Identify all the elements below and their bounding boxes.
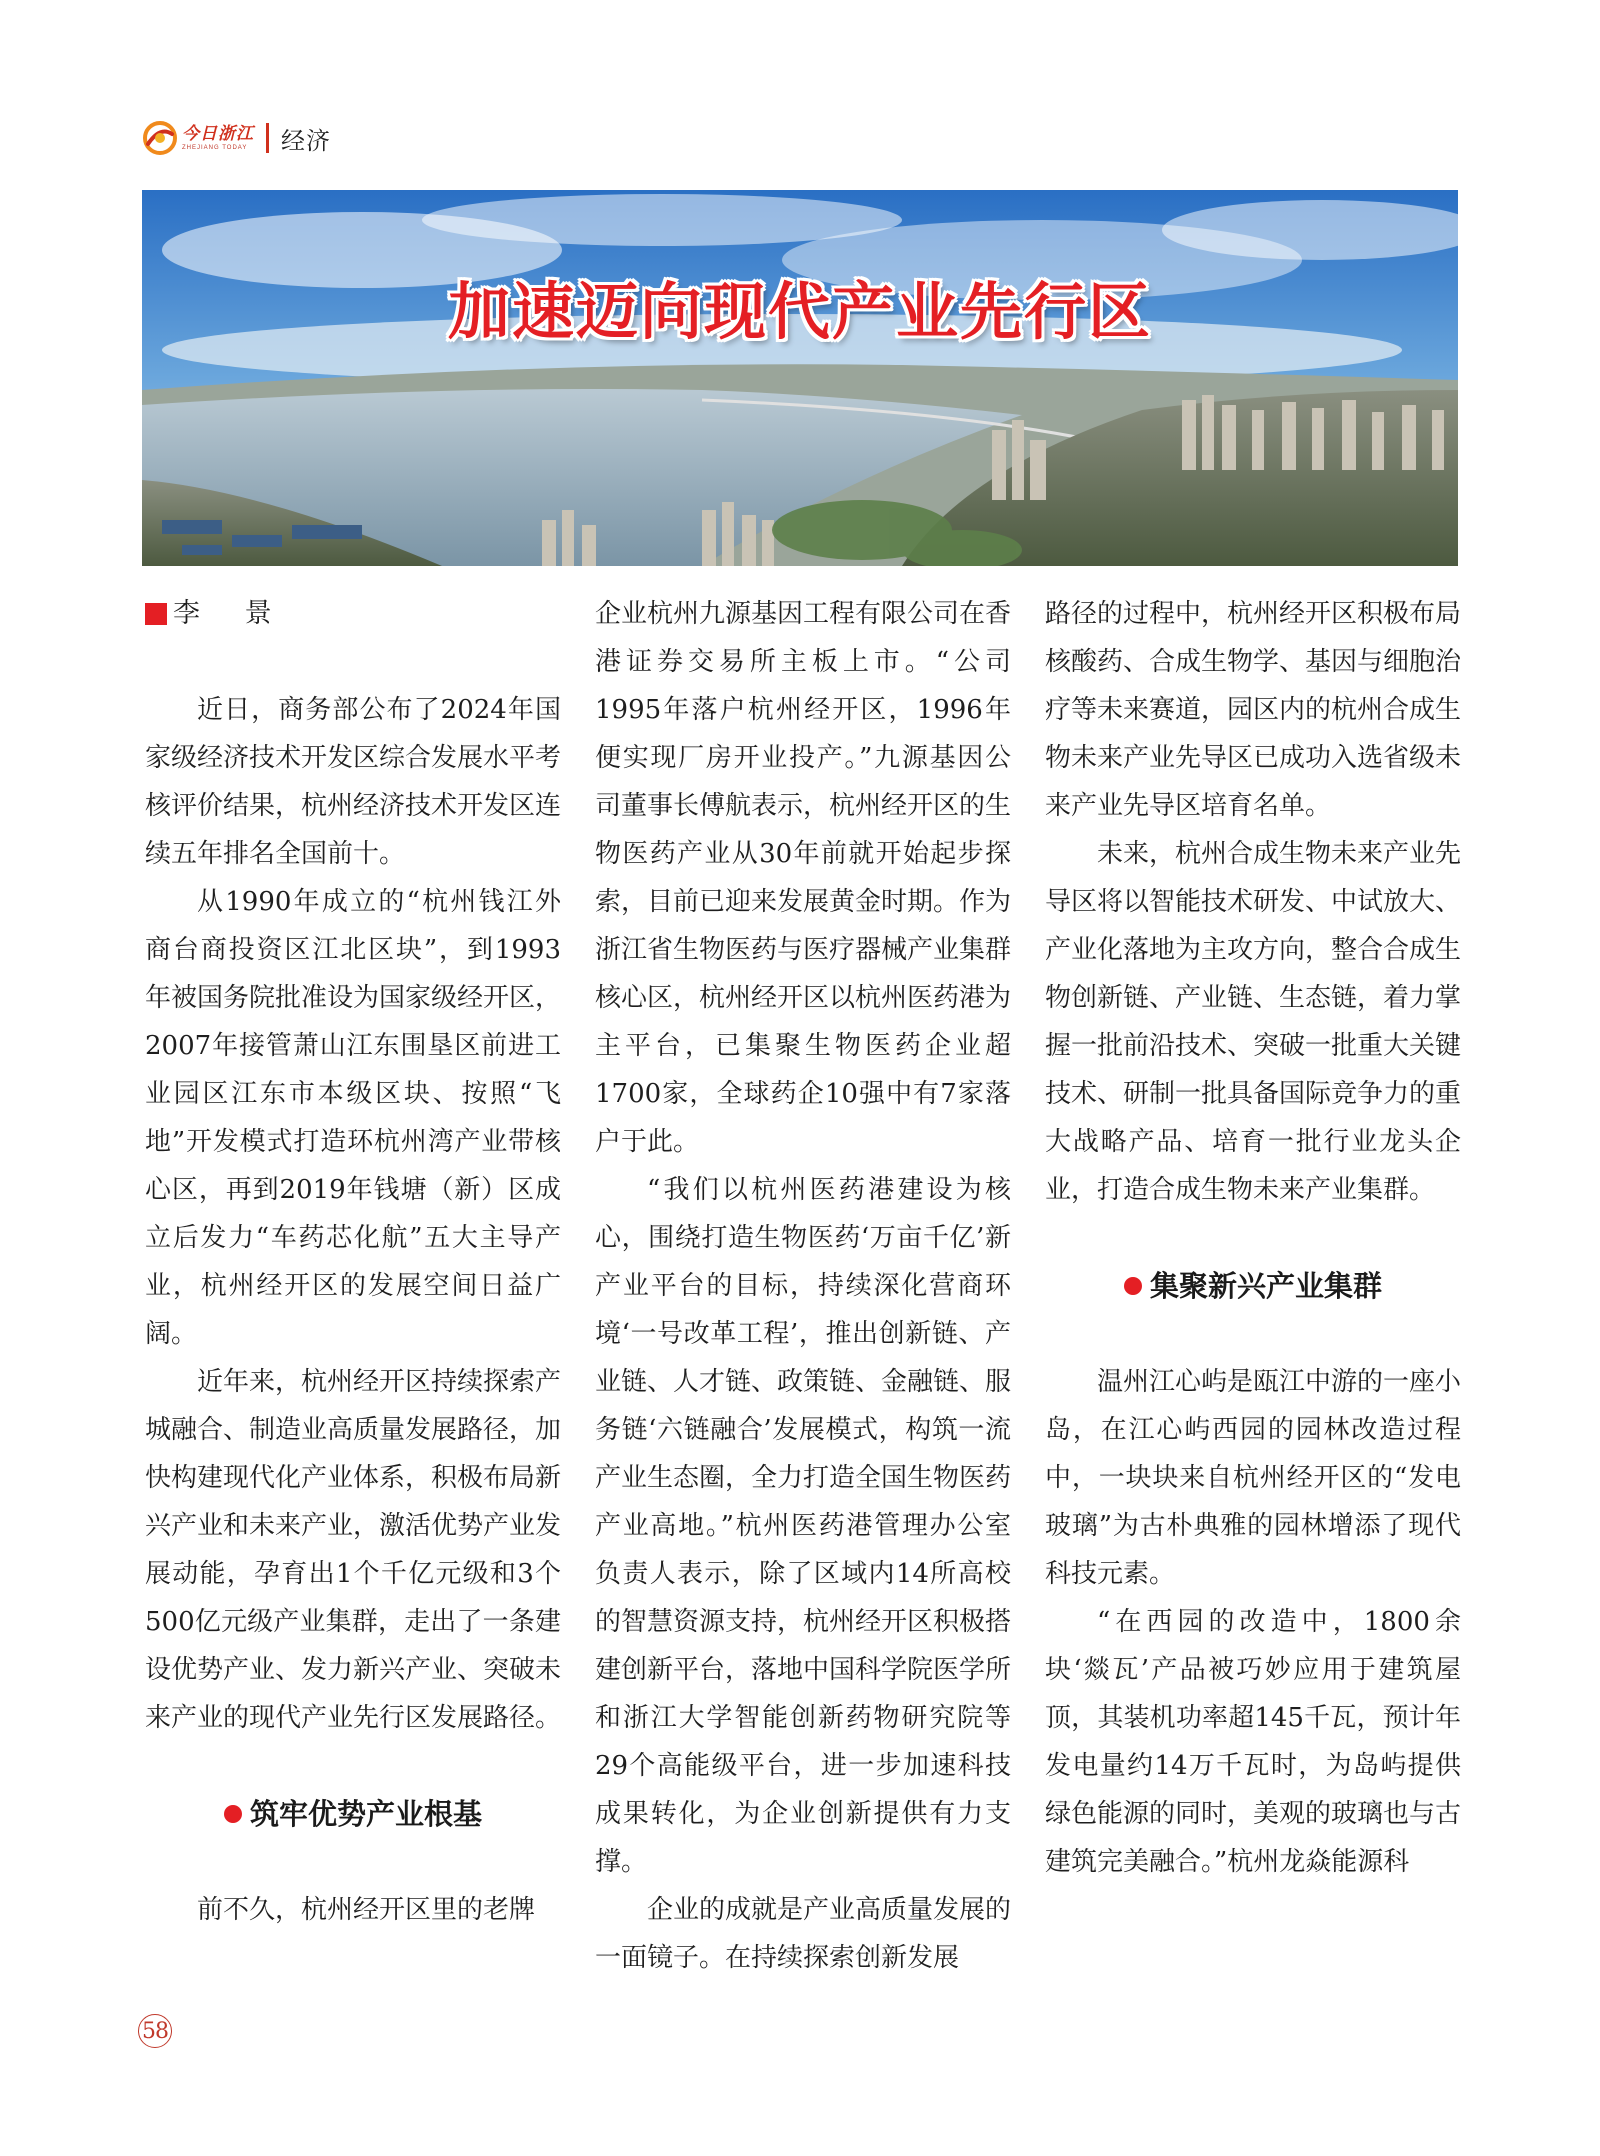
paragraph: 近年来，杭州经开区持续探索产城融合、制造业高质量发展路径，加快构建现代化产业体系，积极布局新兴产业和未来产业，激活优势产业发展动能，孕育出1个千亿元级和3个500亿元级产业集群，走出了一条建设优势产业、发力新兴产业、突破未来产业的现代产业先行区发展路径。	[145, 1367, 562, 1733]
text-column-2	[595, 590, 1011, 1982]
paragraph: 未来，杭州合成生物未来产业先导区将以智能技术研发、中试放大、产业化落地为主攻方向，整合合成生物创新链、产业链、生态链，着力掌握一批前沿技术、突破一批重大关键技术、研制一批具备国际竞争力的重大战略产品、培育一批行业龙头企业，打造合成生物未来产业集群。	[1045, 839, 1462, 1205]
logo-english-text: ZHEJIANG TODAY	[182, 144, 248, 151]
paragraph-continued: 路径的过程中，杭州经开区积极布局核酸药、合成生物学、基因与细胞治疗等未来赛道，园区内的杭州合成生物未来产业先导区已成功入选省级未来产业先导区培育名单。	[1045, 599, 1462, 821]
paragraph: “我们以杭州医药港建设为核心，围绕打造生物医药‘万亩千亿’新产业平台的目标，持续深化营商环境‘一号改革工程’，推出创新链、产业链、人才链、政策链、金融链、服务链‘六链融合’发展模式，构筑一流产业生态圈，全力打造全国生物医药产业高地。”杭州医药港管理办公室负责人表示，除了区域内14所高校的智慧资源支持，杭州经开区积极搭建创新平台，落地中国科学院医学所和浙江大学智能创新药物研究院等29个高能级平台，进一步加速科技成果转化，为企业创新提供有力支撑。	[595, 1175, 1012, 1877]
paragraph: 前不久，杭州经开区里的老牌	[197, 1895, 536, 1925]
article-title: 加速迈向现代产业先行区	[447, 275, 1152, 348]
red-square-marker	[145, 603, 167, 625]
section-subhead	[1045, 1262, 1461, 1310]
red-dot-marker	[224, 1805, 242, 1823]
page-number: 58	[138, 2014, 172, 2048]
aerial-city-photo	[142, 190, 1458, 566]
page-header	[142, 118, 331, 158]
section-label: 经济	[281, 126, 331, 155]
paragraph-continued: 企业杭州九源基因工程有限公司在香港证券交易所主板上市。“公司1995年落户杭州经开区，1996年便实现厂房开业投产。”九源基因公司董事长傅航表示，杭州经开区的生物医药产业从30年前就开始起步探索，目前已迎来发展黄金时期。作为浙江省生物医药与医疗器械产业集群核心区，杭州经开区以杭州医药港为主平台，已集聚生物医药企业超1700家，全球药企10强中有7家落户于此。	[595, 599, 1012, 1157]
paragraph: 近日，商务部公布了2024年国家级经济技术开发区综合发展水平考核评价结果，杭州经济技术开发区连续五年排名全国前十。	[145, 695, 562, 869]
header-divider	[266, 123, 269, 153]
magazine-logo	[142, 120, 254, 156]
section-subhead	[145, 1790, 561, 1838]
subhead-text: 集聚新兴产业集群	[1149, 1269, 1382, 1303]
text-column-1	[145, 590, 561, 1934]
text-column-3	[1045, 590, 1461, 1886]
paragraph: “在西园的改造中，1800余块‘燚瓦’产品被巧妙应用于建筑屋顶，其装机功率超145千瓦，预计年发电量约14万千瓦时，为岛屿提供绿色能源的同时，美观的玻璃也与古建筑完美融合。”杭州龙焱能源科	[1045, 1607, 1462, 1877]
logo-chinese-text: 今日浙江	[182, 123, 254, 144]
author-byline	[145, 590, 561, 638]
sun-logo-icon	[142, 120, 178, 156]
author-name: 李 景	[173, 598, 290, 629]
paragraph: 温州江心屿是瓯江中游的一座小岛，在江心屿西园的园林改造过程中，一块块来自杭州经开区的“发电玻璃”为古朴典雅的园林增添了现代科技元素。	[1045, 1367, 1462, 1589]
red-dot-marker	[1124, 1277, 1142, 1295]
paragraph: 企业的成就是产业高质量发展的一面镜子。在持续探索创新发展	[595, 1895, 1012, 1973]
hero-banner	[142, 190, 1458, 566]
paragraph: 从1990年成立的“杭州钱江外商台商投资区江北区块”，到1993年被国务院批准设为国家级经开区，2007年接管萧山江东围垦区前进工业园区江东市本级区块、按照“飞地”开发模式打造环杭州湾产业带核心区，再到2019年钱塘（新）区成立后发力“车药芯化航”五大主导产业，杭州经开区的发展空间日益广阔。	[145, 887, 562, 1349]
subhead-text: 筑牢优势产业根基	[249, 1797, 482, 1831]
